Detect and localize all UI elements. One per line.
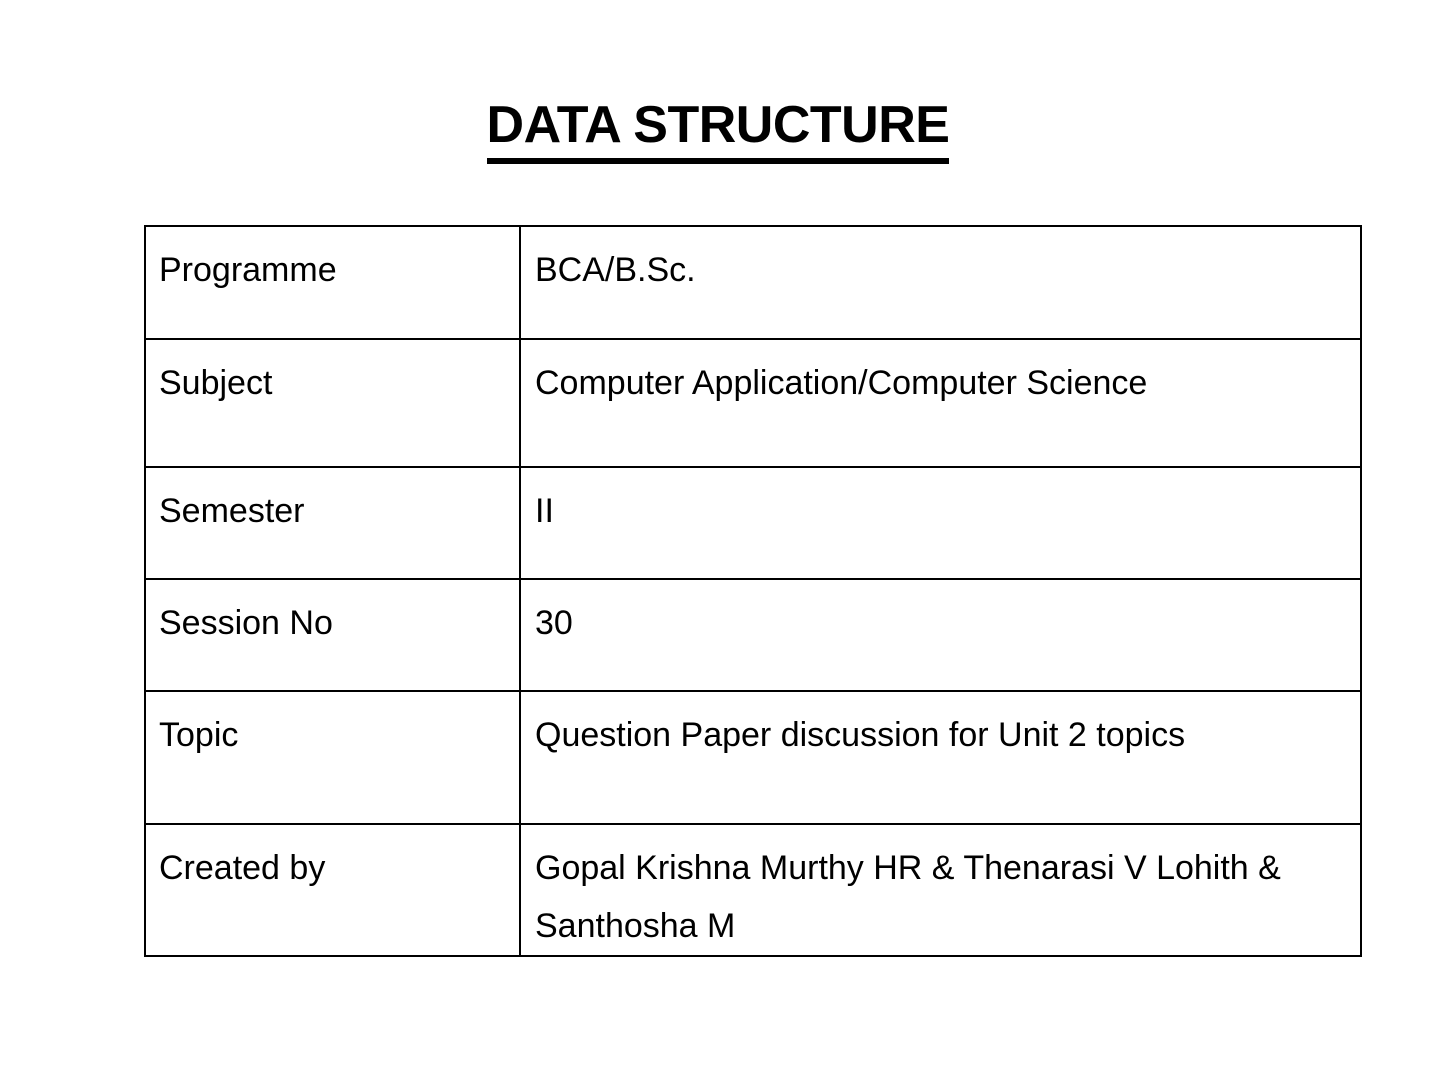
row-value-created-by bbox=[520, 824, 1361, 956]
cell-text: Programme bbox=[159, 251, 337, 289]
cell-text: Semester bbox=[159, 492, 305, 530]
row-value-programme bbox=[520, 226, 1361, 339]
cell-text: BCA/B.Sc. bbox=[535, 251, 696, 289]
cell-text: Subject bbox=[159, 364, 273, 402]
row-label-programme bbox=[145, 226, 520, 339]
session-info-table bbox=[144, 225, 1362, 957]
row-label-topic bbox=[145, 691, 520, 824]
table-row bbox=[145, 467, 1361, 579]
table-body bbox=[145, 226, 1361, 956]
cell-text: Topic bbox=[159, 716, 239, 754]
cell-text: II bbox=[535, 492, 554, 530]
row-value-semester bbox=[520, 467, 1361, 579]
cell-text: Computer Application/Computer Science bbox=[535, 364, 1148, 402]
cell-text: Gopal Krishna Murthy HR & Thenarasi V Lohith & Santhosha M bbox=[535, 849, 1281, 945]
row-value-session-no bbox=[520, 579, 1361, 691]
row-value-subject bbox=[520, 339, 1361, 467]
table-row bbox=[145, 691, 1361, 824]
row-label-subject bbox=[145, 339, 520, 467]
cell-text: Session No bbox=[159, 604, 333, 642]
page-title: DATA STRUCTURE bbox=[487, 96, 950, 164]
row-label-semester bbox=[145, 467, 520, 579]
cell-text: Created by bbox=[159, 849, 326, 887]
table-row bbox=[145, 226, 1361, 339]
page-title-container bbox=[0, 96, 1440, 164]
row-label-session-no bbox=[145, 579, 520, 691]
table-row bbox=[145, 339, 1361, 467]
cell-text: 30 bbox=[535, 604, 573, 642]
cell-text: Question Paper discussion for Unit 2 topics bbox=[535, 716, 1186, 754]
row-label-created-by bbox=[145, 824, 520, 956]
table-row bbox=[145, 579, 1361, 691]
table-row bbox=[145, 824, 1361, 956]
row-value-topic bbox=[520, 691, 1361, 824]
